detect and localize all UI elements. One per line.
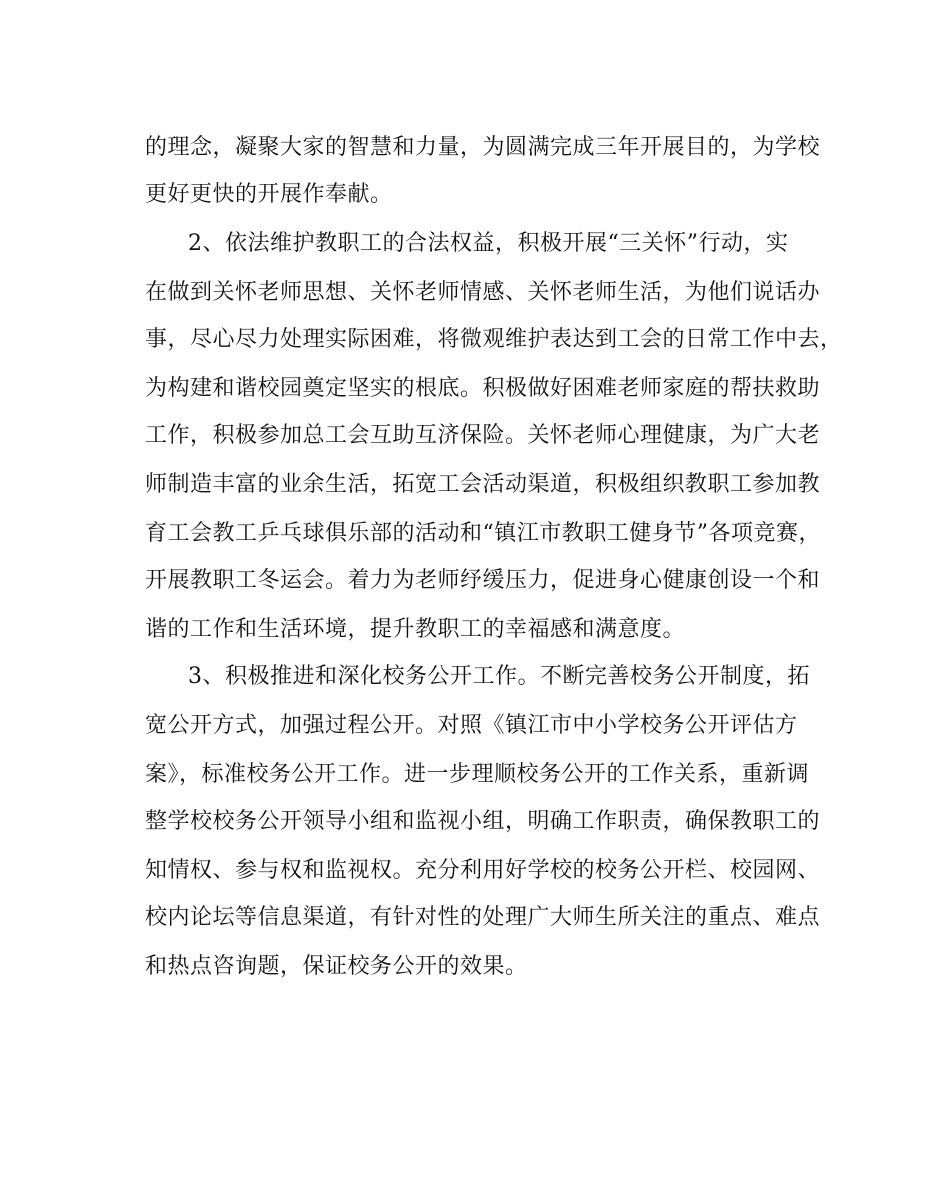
text-line: 案》，标准校务公开工作。进一步理顺校务公开的工作关系，重新调: [145, 762, 810, 787]
text-line: 更好更快的开展作奉献。: [145, 182, 393, 207]
text-line: 事，尽心尽力处理实际困难，将微观维护表达到工会的日常工作中去，: [145, 327, 843, 352]
paragraph-3-first-line: 3、积极推进和深化校务公开工作。不断完善校务公开制度，拓: [188, 664, 810, 689]
text-line: 为构建和谐校园奠定坚实的根底。积极做好困难老师家庭的帮扶救助: [145, 376, 821, 401]
text-line: 和热点咨询题，保证校务公开的效果。: [145, 954, 528, 979]
text-line: 整学校校务公开领导小组和监视小组，明确工作职责，确保教职工的: [145, 809, 821, 834]
text-line: 师制造丰富的业余生活，拓宽工会活动渠道，积极组织教职工参加教: [145, 472, 821, 497]
paragraph-2-first-line: 2、依法维护教职工的合法权益，积极开展“三关怀”行动，实: [188, 231, 789, 256]
text-line: 的理念，凝聚大家的智慧和力量，为圆满完成三年开展目的，为学校: [145, 135, 821, 160]
text-line: 谐的工作和生活环境，提升教职工的幸福感和满意度。: [145, 617, 686, 642]
text-line: 开展教职工冬运会。着力为老师纾缓压力，促进身心健康创设一个和: [145, 568, 821, 593]
text-line: 宽公开方式，加强过程公开。对照《镇江市中小学校务公开评估方: [145, 713, 798, 738]
text-line: 育工会教工乒乓球俱乐部的活动和“镇江市教职工健身节”各项竞赛，: [145, 521, 821, 546]
text-line: 校内论坛等信息渠道，有针对性的处理广大师生所关注的重点、难点: [145, 905, 821, 930]
text-line: 工作，积极参加总工会互助互济保险。关怀老师心理健康，为广大老: [145, 423, 821, 448]
text-line: 知情权、参与权和监视权。充分利用好学校的校务公开栏、校园网、: [145, 858, 821, 883]
text-line: 在做到关怀老师思想、关怀老师情感、关怀老师生活，为他们说话办: [145, 280, 821, 305]
